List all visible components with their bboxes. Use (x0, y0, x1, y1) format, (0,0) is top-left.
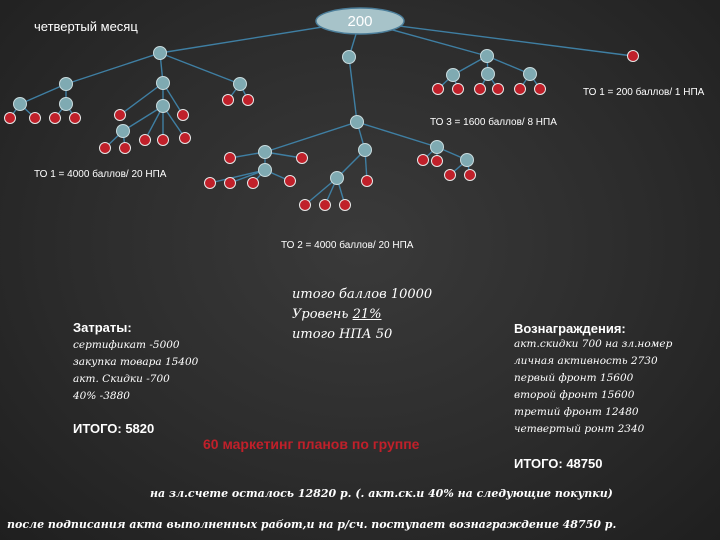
tree-branch-node (234, 78, 247, 91)
label-to1-big: ТО 1 = 4000 баллов/ 20 НПА (34, 169, 167, 180)
rewards-item: второй фронт 15600 (514, 389, 635, 401)
tree-branch-node (331, 172, 344, 185)
tree-branch-node (343, 51, 356, 64)
tree-edge (349, 57, 357, 122)
tree-branch-node (60, 78, 73, 91)
tree-branch-node (60, 98, 73, 111)
tree-edge (265, 122, 357, 152)
tree-leaf-node (362, 176, 373, 187)
tree-branch-node (359, 144, 372, 157)
tree-leaf-node (432, 156, 443, 167)
label-to1-small: ТО 1 = 200 баллов/ 1 НПА (583, 87, 705, 98)
footer-line-2: после подписания акта выполненных работ,и на р/сч. поступает вознаграждение 48750 р. (7, 518, 617, 531)
level-prefix: Уровень (292, 307, 353, 322)
tree-leaf-node (445, 170, 456, 181)
tree-leaf-node (120, 143, 131, 154)
tree-leaf-node (225, 153, 236, 164)
tree-edge (66, 53, 160, 84)
tree-branch-node (482, 68, 495, 81)
tree-leaf-node (475, 84, 486, 95)
tree-branch-node (157, 77, 170, 90)
tree-leaf-node (180, 133, 191, 144)
total-points: итого баллов 10000 (292, 287, 433, 302)
tree-branch-node (14, 98, 27, 111)
level-line (292, 305, 432, 325)
costs-item: акт. Скидки -700 (73, 373, 170, 385)
rewards-total: ИТОГО: 48750 (514, 456, 603, 471)
tree-leaf-node (225, 178, 236, 189)
tree-leaf-node (535, 84, 546, 95)
summary-block (292, 285, 432, 345)
tree-leaf-node (418, 155, 429, 166)
tree-branch-node (447, 69, 460, 82)
label-to2: ТО 2 = 4000 баллов/ 20 НПА (281, 240, 414, 251)
level-value: 21% (352, 307, 382, 322)
tree-branch-node (351, 116, 364, 129)
tree-branch-node (259, 164, 272, 177)
tree-edge (160, 53, 240, 84)
tree-leaf-node (70, 113, 81, 124)
total-npa: итого НПА 50 (292, 327, 393, 342)
tree-branch-node (154, 47, 167, 60)
tree-branch-node (157, 100, 170, 113)
tree-leaf-node (223, 95, 234, 106)
tree-leaf-node (248, 178, 259, 189)
costs-item: закупка товара 15400 (73, 356, 199, 368)
tree-leaf-node (30, 113, 41, 124)
tree-leaf-node (340, 200, 351, 211)
tree-leaf-node (300, 200, 311, 211)
tree-leaf-node (297, 153, 308, 164)
tree-leaf-node (158, 135, 169, 146)
tree-leaf-node (115, 110, 126, 121)
tree-leaf-node (433, 84, 444, 95)
rewards-item: личная активность 2730 (514, 355, 658, 367)
tree-leaf-node (285, 176, 296, 187)
tree-branch-node (481, 50, 494, 63)
tree-edge (357, 122, 437, 147)
tree-branch-node (259, 146, 272, 159)
tree-leaf-node (5, 113, 16, 124)
tree-leaf-node (320, 200, 331, 211)
rewards-heading: Вознаграждения: (514, 321, 626, 336)
costs-total: ИТОГО: 5820 (73, 421, 155, 436)
rewards-item: третий фронт 12480 (514, 406, 639, 418)
tree-leaf-node (515, 84, 526, 95)
footer-line-1: на зл.счете осталось 12820 р. (. акт.ск.и 40% на следующие покупки) (150, 487, 613, 500)
tree-branch-node (524, 68, 537, 81)
tree-leaf-node (453, 84, 464, 95)
tree-branch-node (431, 141, 444, 154)
costs-list (73, 337, 198, 405)
tree-branch-node (117, 125, 130, 138)
tree-branch-node (461, 154, 474, 167)
tree-edge (20, 84, 66, 104)
root-value: 200 (347, 13, 373, 30)
tree-leaf-node (628, 51, 639, 62)
costs-item: 40% -3880 (73, 390, 130, 402)
rewards-item: акт.скидки 700 на зл.номер (514, 338, 673, 350)
page-title: четвертый месяц (34, 19, 138, 34)
tree-nodes (5, 47, 639, 211)
tree-leaf-node (100, 143, 111, 154)
tree-leaf-node (465, 170, 476, 181)
tree-leaf-node (493, 84, 504, 95)
rewards-item: четвертый ронт 2340 (514, 423, 645, 435)
costs-item: сертификат -5000 (73, 339, 180, 351)
tree-leaf-node (50, 113, 61, 124)
root-node (316, 8, 404, 34)
tree-leaf-node (140, 135, 151, 146)
rewards-item: первый фронт 15600 (514, 372, 634, 384)
tree-leaf-node (205, 178, 216, 189)
tree-leaf-node (178, 110, 189, 121)
marketing-note: 60 маркетинг планов по группе (203, 436, 420, 452)
tree-leaf-node (243, 95, 254, 106)
costs-heading: Затраты: (73, 320, 132, 335)
label-to3: ТО 3 = 1600 баллов/ 8 НПА (430, 117, 557, 128)
rewards-list (514, 336, 672, 438)
